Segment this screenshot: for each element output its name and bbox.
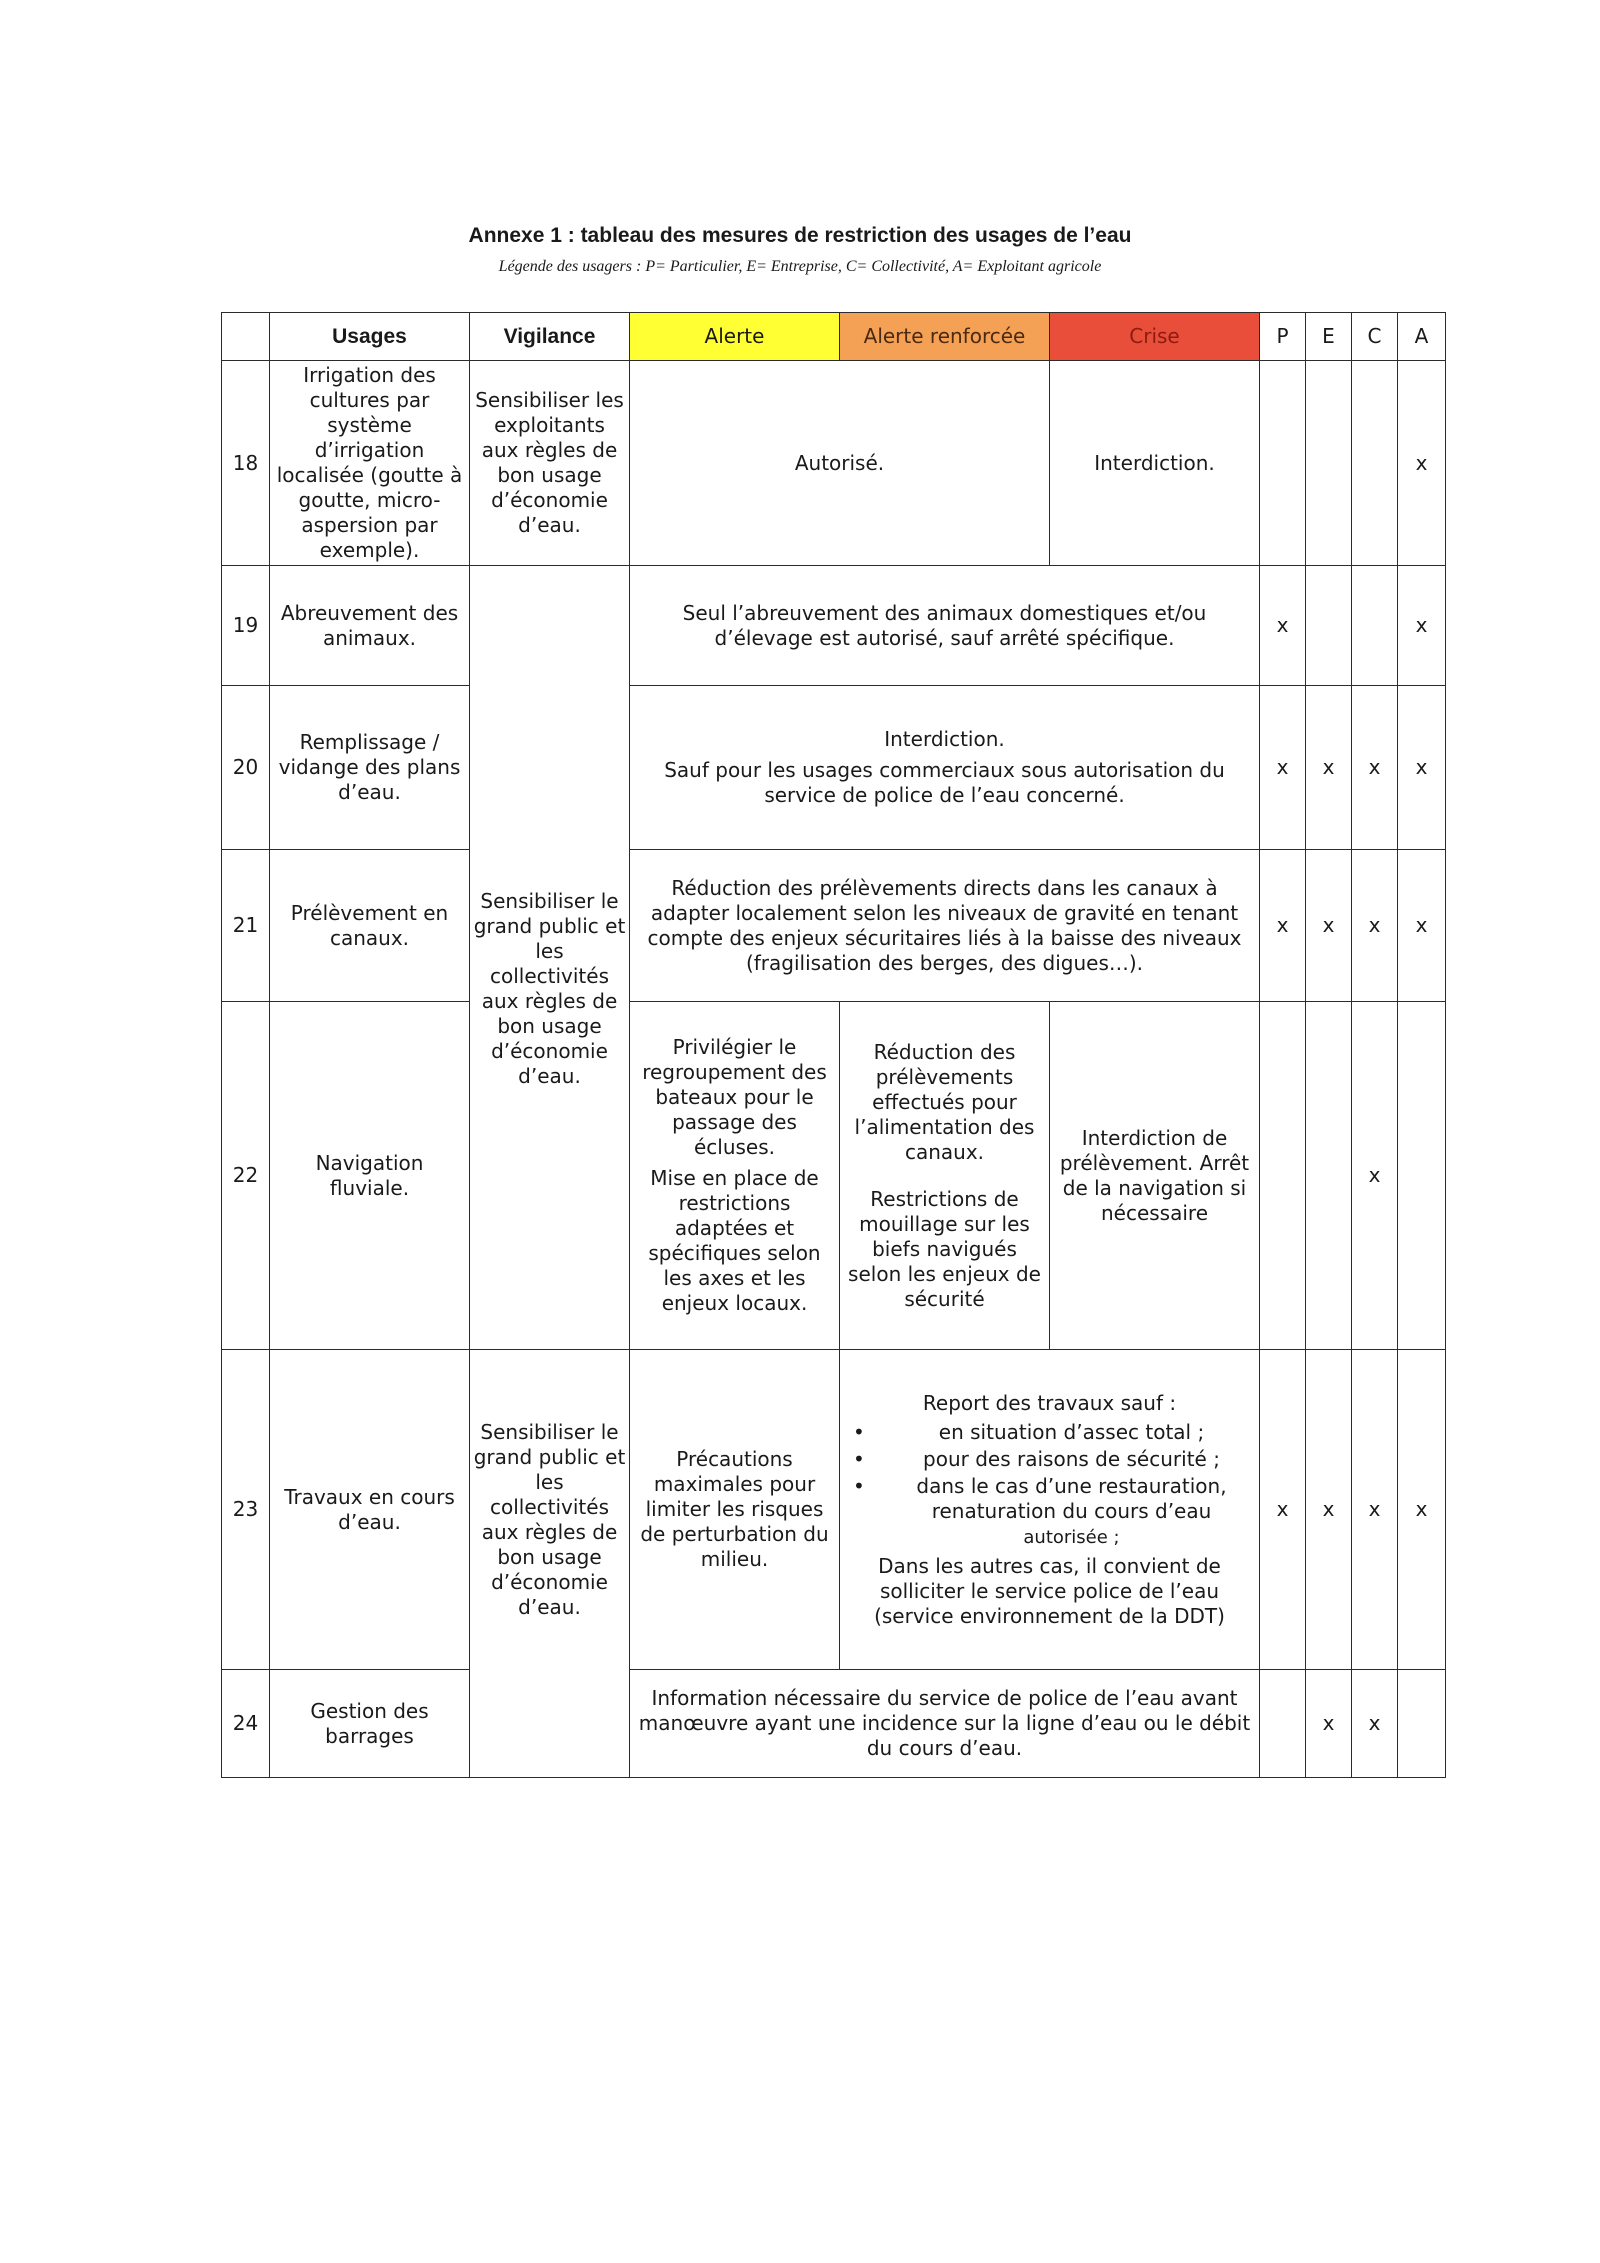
- header-alerte: Alerte: [630, 313, 840, 361]
- mark-e: [1306, 1002, 1352, 1350]
- mark-a: x: [1398, 850, 1446, 1002]
- users-legend: Légende des usagers : P= Particulier, E= Entreprise, C= Collectivité, A= Exploitant agricole: [498, 258, 1102, 275]
- usage-cell: Gestion des barrages: [270, 1670, 470, 1778]
- list-item: • pour des raisons de sécurité ;: [887, 1447, 1256, 1472]
- vigilance-shared-cell-2: Sensibiliser le grand public et les collectivités aux règles de bon usage d’économie d’eau.: [470, 1350, 630, 1778]
- mark-a: [1398, 1670, 1446, 1778]
- mark-a: x: [1398, 686, 1446, 850]
- paragraph-gap: [843, 1165, 1046, 1187]
- mark-p: x: [1260, 1350, 1306, 1670]
- exceptions-list: [843, 1420, 1256, 1550]
- header-c: C: [1352, 313, 1398, 361]
- renforcee-crise-cell: [840, 1350, 1260, 1670]
- header-number: [222, 313, 270, 361]
- mark-c: x: [1352, 686, 1398, 850]
- table-row-18: [222, 361, 1446, 566]
- list-item: [887, 1474, 1256, 1550]
- header-a: A: [1398, 313, 1446, 361]
- row-number: 20: [222, 686, 270, 850]
- alerte-paragraph-2: Mise en place de restrictions adaptées et spécifiques selon les axes et les enjeux locaux.: [648, 1166, 821, 1315]
- mark-a: x: [1398, 566, 1446, 686]
- mark-c: x: [1352, 1002, 1398, 1350]
- usage-cell: Remplissage / vidange des plans d’eau.: [270, 686, 470, 850]
- crise-cell: Interdiction.: [1050, 361, 1260, 566]
- header-usages: Usages: [270, 313, 470, 361]
- mark-e: x: [1306, 686, 1352, 850]
- usage-cell: Prélèvement en canaux.: [270, 850, 470, 1002]
- restriction-table: [221, 312, 1446, 1778]
- mark-e: x: [1306, 850, 1352, 1002]
- mark-p: [1260, 1002, 1306, 1350]
- mark-e: [1306, 361, 1352, 566]
- mark-c: [1352, 361, 1398, 566]
- table-row-21: [222, 850, 1446, 1002]
- row-number: 22: [222, 1002, 270, 1350]
- mark-c: x: [1352, 850, 1398, 1002]
- report-title: Report des travaux sauf :: [922, 1390, 1177, 1415]
- header-e: E: [1306, 313, 1352, 361]
- alerte-paragraph-1: Privilégier le regroupement des bateaux pour le passage des écluses.: [642, 1035, 827, 1159]
- row-number: 23: [222, 1350, 270, 1670]
- row-number: 21: [222, 850, 270, 1002]
- mark-c: x: [1352, 1350, 1398, 1670]
- list-item: • en situation d’assec total ;: [887, 1420, 1256, 1445]
- alerte-cell: Autorisé.: [630, 361, 1050, 566]
- renforcee-paragraph-1: Réduction des prélèvements effectués pour l’alimentation des canaux.: [854, 1039, 1035, 1164]
- measure-line-2: Sauf pour les usages commerciaux sous autorisation du service de police de l’eau concerné.: [664, 758, 1225, 807]
- usage-cell: Navigation fluviale.: [270, 1002, 470, 1350]
- vigilance-shared-cell: Sensibiliser le grand public et les collectivités aux règles de bon usage d’économie d’eau.: [470, 566, 630, 1350]
- vigilance-cell: Sensibiliser les exploitants aux règles de bon usage d’économie d’eau.: [470, 361, 630, 566]
- alerte-cell: [630, 1002, 840, 1350]
- document-title: Annexe 1 : tableau des mesures de restriction des usages de l’eau: [468, 224, 1132, 247]
- mark-p: [1260, 1670, 1306, 1778]
- bullet-text: dans le cas d’une restauration, renaturation du cours d’eau: [916, 1473, 1227, 1523]
- mark-p: x: [1260, 686, 1306, 850]
- other-cases-text: Dans les autres cas, il convient de solliciter le service police de l’eau (service environnement de la DDT): [874, 1553, 1225, 1628]
- mark-p: [1260, 361, 1306, 566]
- table-row-22: [222, 1002, 1446, 1350]
- row-number: 24: [222, 1670, 270, 1778]
- mark-e: x: [1306, 1350, 1352, 1670]
- table-row-20: [222, 686, 1446, 850]
- mark-c: x: [1352, 1670, 1398, 1778]
- mark-a: x: [1398, 1350, 1446, 1670]
- measure-cell: Seul l’abreuvement des animaux domestiques et/ou d’élevage est autorisé, sauf arrêté spécifique.: [630, 566, 1260, 686]
- renforcee-paragraph-2: Restrictions de mouillage sur les biefs navigués selon les enjeux de sécurité: [848, 1186, 1041, 1311]
- crise-cell: Interdiction de prélèvement. Arrêt de la navigation si nécessaire: [1050, 1002, 1260, 1350]
- mark-e: [1306, 566, 1352, 686]
- alerte-cell: Précautions maximales pour limiter les risques de perturbation du milieu.: [630, 1350, 840, 1670]
- row-number: 19: [222, 566, 270, 686]
- header-vigilance: Vigilance: [470, 313, 630, 361]
- mark-a: x: [1398, 361, 1446, 566]
- header-p: P: [1260, 313, 1306, 361]
- measure-line-1: Interdiction.: [884, 727, 1005, 751]
- table-row-23: [222, 1350, 1446, 1670]
- measure-cell: [630, 686, 1260, 850]
- mark-a: [1398, 1002, 1446, 1350]
- alerte-renforcee-cell: [840, 1002, 1050, 1350]
- usage-cell: Travaux en cours d’eau.: [270, 1350, 470, 1670]
- usage-cell: Irrigation des cultures par système d’irrigation localisée (goutte à goutte, micro-aspersion par exemple).: [270, 361, 470, 566]
- usage-cell: Abreuvement des animaux.: [270, 566, 470, 686]
- header-row: [222, 313, 1446, 361]
- measure-cell: Réduction des prélèvements directs dans les canaux à adapter localement selon les niveaux de gravité en tenant compte des enjeux sécuritaires liés à la baisse des niveaux (fragilisation des berges, des digues…).: [630, 850, 1260, 1002]
- bullet-text-tail: autorisée ;: [1023, 1526, 1120, 1548]
- mark-c: [1352, 566, 1398, 686]
- mark-p: x: [1260, 850, 1306, 1002]
- row-number: 18: [222, 361, 270, 566]
- mark-e: x: [1306, 1670, 1352, 1778]
- mark-p: x: [1260, 566, 1306, 686]
- header-alerte-renforcee: Alerte renforcée: [840, 313, 1050, 361]
- table-row-19: [222, 566, 1446, 686]
- measure-cell: Information nécessaire du service de police de l’eau avant manœuvre ayant une incidence sur la ligne d’eau ou le débit du cours d’eau.: [630, 1670, 1260, 1778]
- header-crise: Crise: [1050, 313, 1260, 361]
- table-row-24: [222, 1670, 1446, 1778]
